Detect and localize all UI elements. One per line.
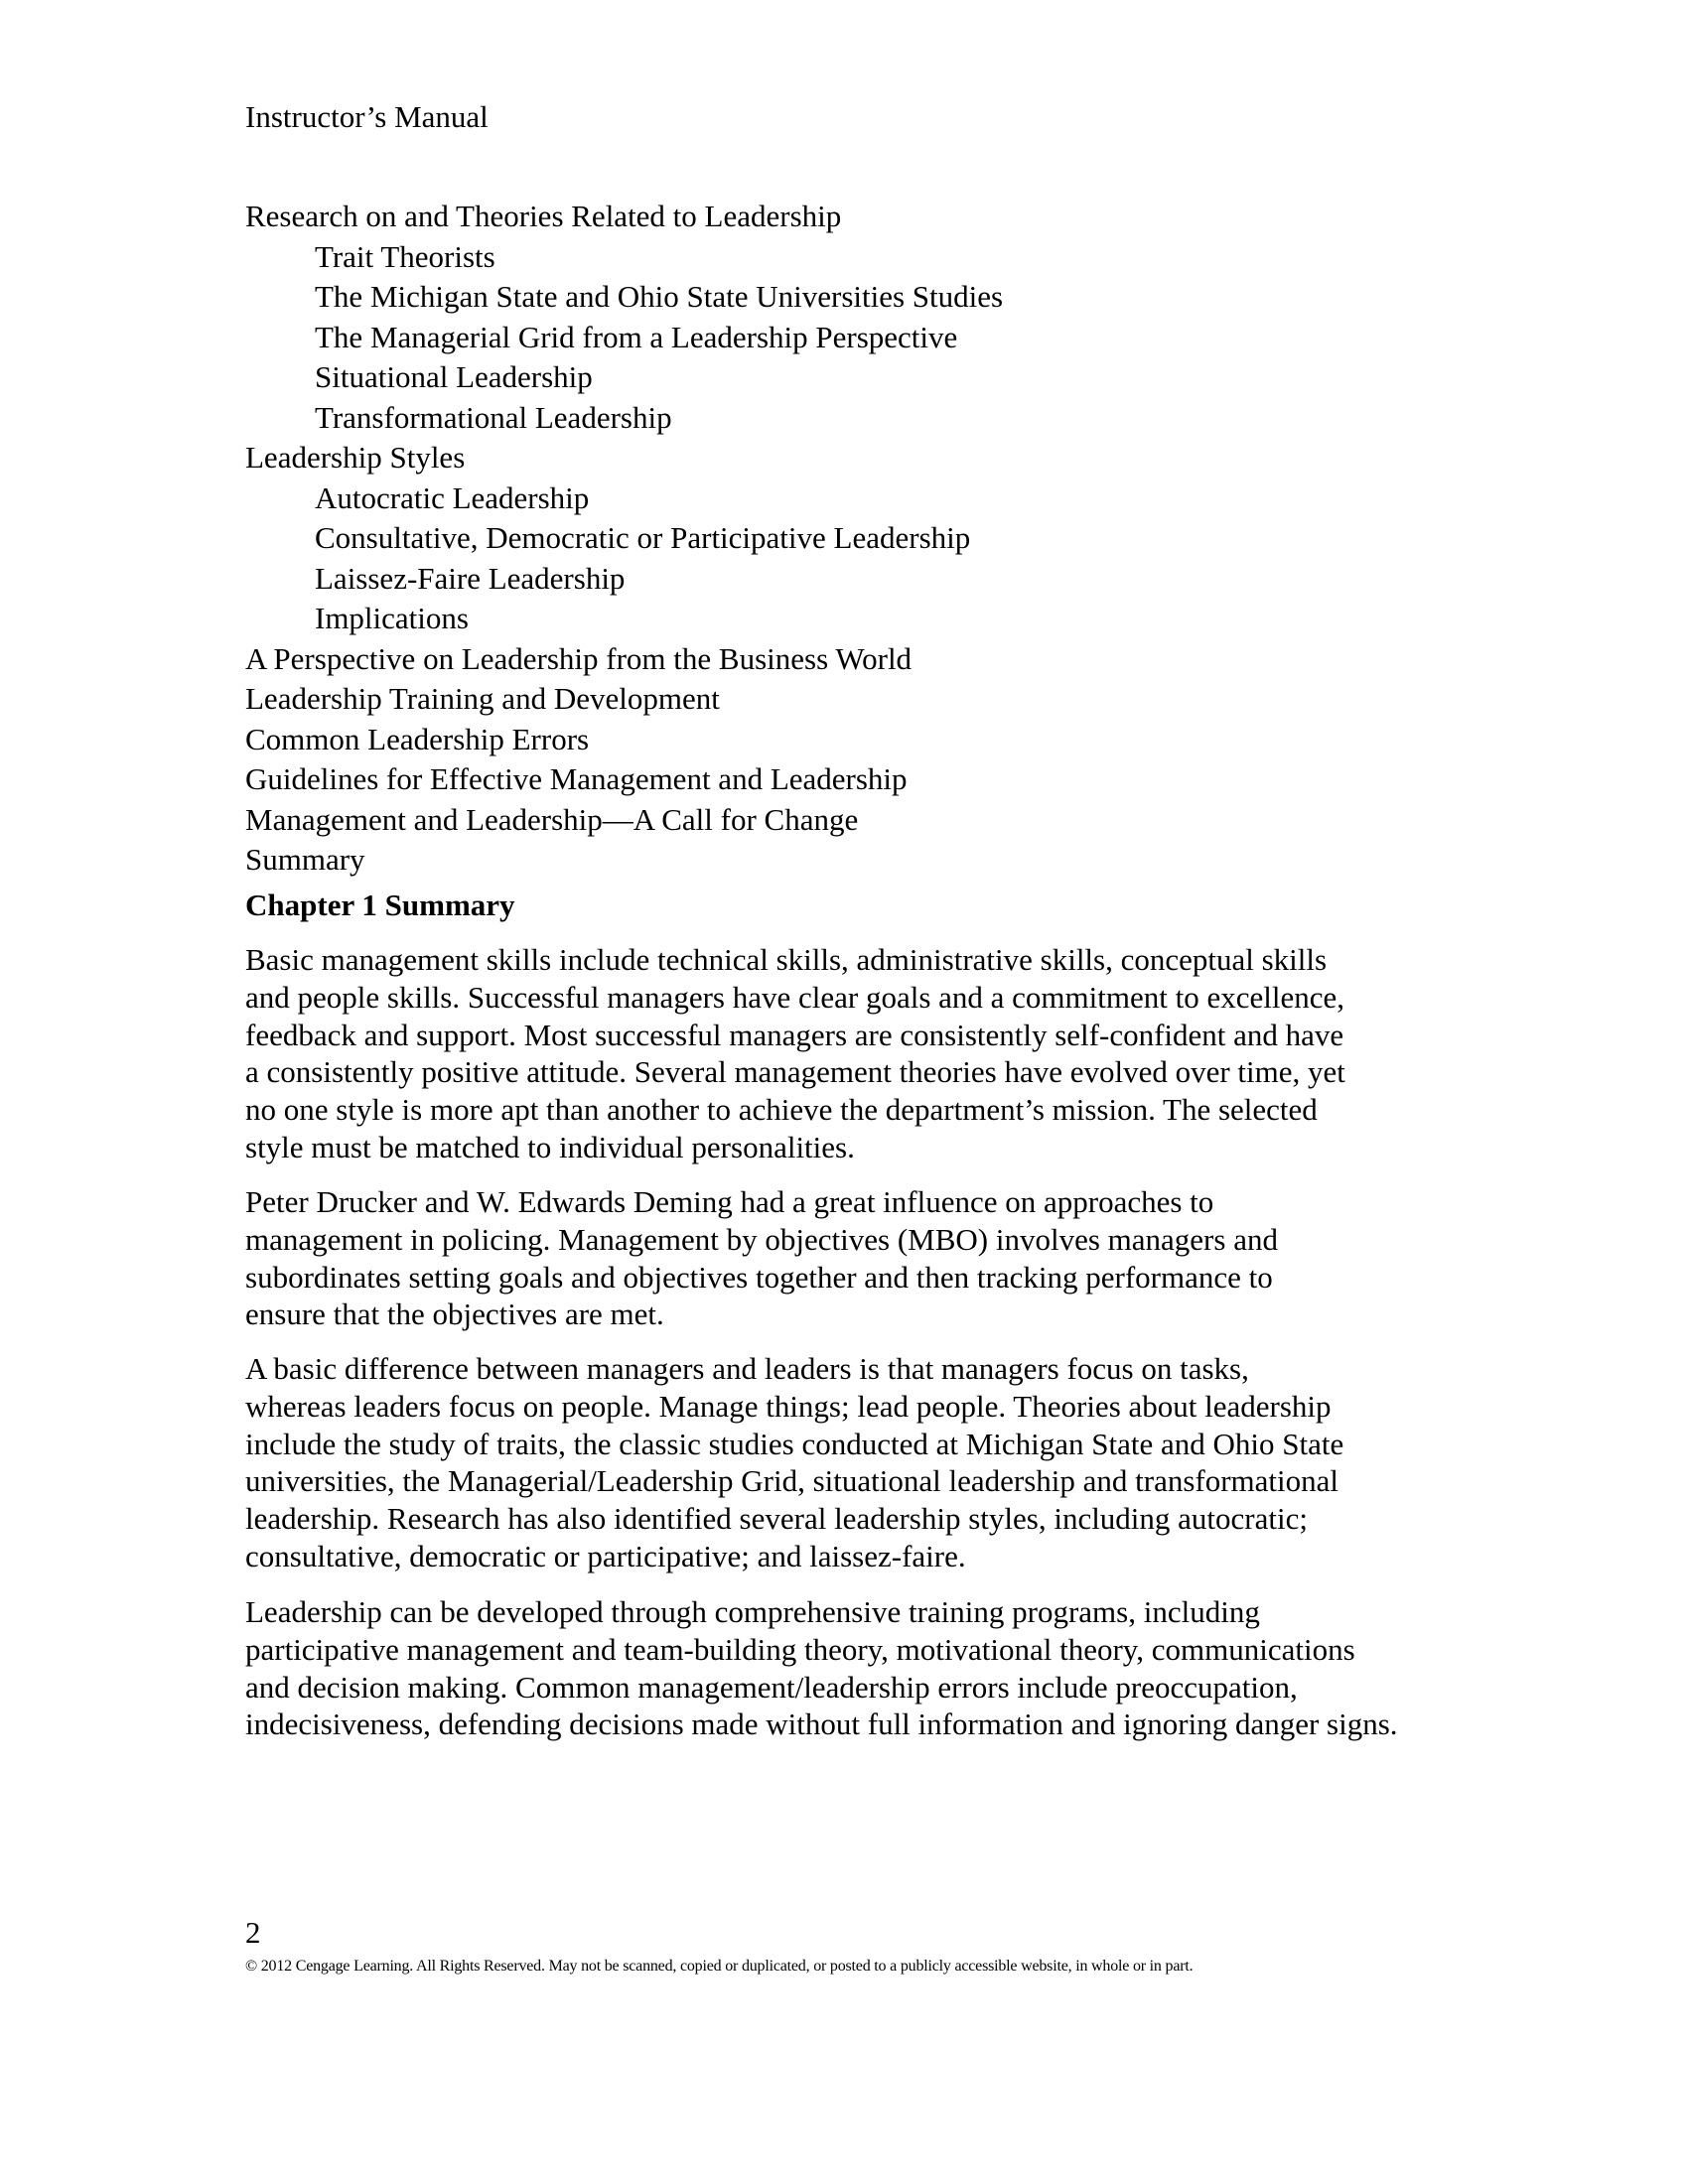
paragraph-line: a consistently positive attitude. Several management theories have evolved over time, yet (245, 1054, 1345, 1090)
paragraph-line: style must be matched to individual personalities. (245, 1129, 855, 1164)
outline-item: Guidelines for Effective Management and Leadership (245, 761, 908, 796)
summary-paragraph (245, 1350, 1343, 1575)
paragraph-line: subordinates setting goals and objectives together and then tracking performance to (245, 1259, 1273, 1295)
summary-paragraph (245, 941, 1345, 1166)
outline-subitem: The Managerial Grid from a Leadership Perspective (315, 319, 958, 354)
paragraph-line: and people skills. Successful managers have clear goals and a commitment to excellence, (245, 979, 1344, 1015)
paragraph-line: management in policing. Management by objectives (MBO) involves managers and (245, 1221, 1278, 1257)
outline-subitem: Laissez-Faire Leadership (315, 560, 626, 596)
paragraph-line: ensure that the objectives are met. (245, 1297, 664, 1332)
paragraph-line: indecisiveness, defending decisions made without full information and ignoring danger signs. (245, 1706, 1398, 1742)
chapter-outline (245, 197, 1003, 881)
paragraph-line: include the study of traits, the classic studies conducted at Michigan State and Ohio State (245, 1426, 1344, 1461)
outline-item: Leadership Styles (245, 440, 466, 475)
summary-paragraph (245, 1593, 1398, 1743)
summary-paragraph (245, 1183, 1278, 1333)
paragraph-line: consultative, democratic or participative; and laissez-faire. (245, 1538, 966, 1573)
outline-subitem: Transformational Leadership (315, 399, 672, 435)
outline-item: Summary (245, 842, 365, 877)
paragraph-line: leadership. Research has also identified several leadership styles, including autocratic; (245, 1501, 1308, 1537)
paragraph-line: and decision making. Common management/leadership errors include preoccupation, (245, 1669, 1298, 1705)
paragraph-line: no one style is more apt than another to achieve the department’s mission. The selected (245, 1092, 1318, 1128)
paragraph-line: universities, the Managerial/Leadership Grid, situational leadership and transformational (245, 1463, 1339, 1499)
outline-item: Management and Leadership—A Call for Change (245, 801, 859, 837)
outline-subitem: The Michigan State and Ohio State Universities Studies (315, 279, 1004, 314)
outline-item: A Perspective on Leadership from the Business World (245, 640, 913, 676)
paragraph-line: feedback and support. Most successful managers are consistently self-confident and have (245, 1017, 1344, 1052)
page-number: 2 (245, 1915, 261, 1950)
outline-subitem: Trait Theorists (315, 238, 495, 274)
paragraph-line: Peter Drucker and W. Edwards Deming had a great influence on approaches to (245, 1184, 1214, 1219)
outline-subitem: Consultative, Democratic or Participative Leadership (315, 520, 971, 555)
paragraph-line: whereas leaders focus on people. Manage things; lead people. Theories about leadership (245, 1388, 1332, 1424)
paragraph-line: Leadership can be developed through comprehensive training programs, including (245, 1594, 1260, 1629)
outline-item: Leadership Training and Development (245, 681, 720, 716)
paragraph-line: participative management and team-building theory, motivational theory, communications (245, 1631, 1355, 1667)
paragraph-line: Basic management skills include technical skills, administrative skills, conceptual skills (245, 942, 1328, 977)
outline-subitem: Implications (315, 601, 469, 635)
section-heading: Chapter 1 Summary (245, 887, 515, 922)
outline-subitem: Autocratic Leadership (315, 479, 590, 515)
outline-subitem: Situational Leadership (315, 359, 593, 394)
copyright-notice: © 2012 Cengage Learning. All Rights Reserved. May not be scanned, copied or duplicated, or posted to a publicly accessible website, in whole or in part. (245, 1958, 1194, 1975)
running-header: Instructor’s Manual (245, 99, 489, 134)
outline-item: Research on and Theories Related to Leadership (245, 199, 842, 233)
paragraph-line: A basic difference between managers and leaders is that managers focus on tasks, (245, 1351, 1249, 1386)
outline-item: Common Leadership Errors (245, 721, 590, 756)
